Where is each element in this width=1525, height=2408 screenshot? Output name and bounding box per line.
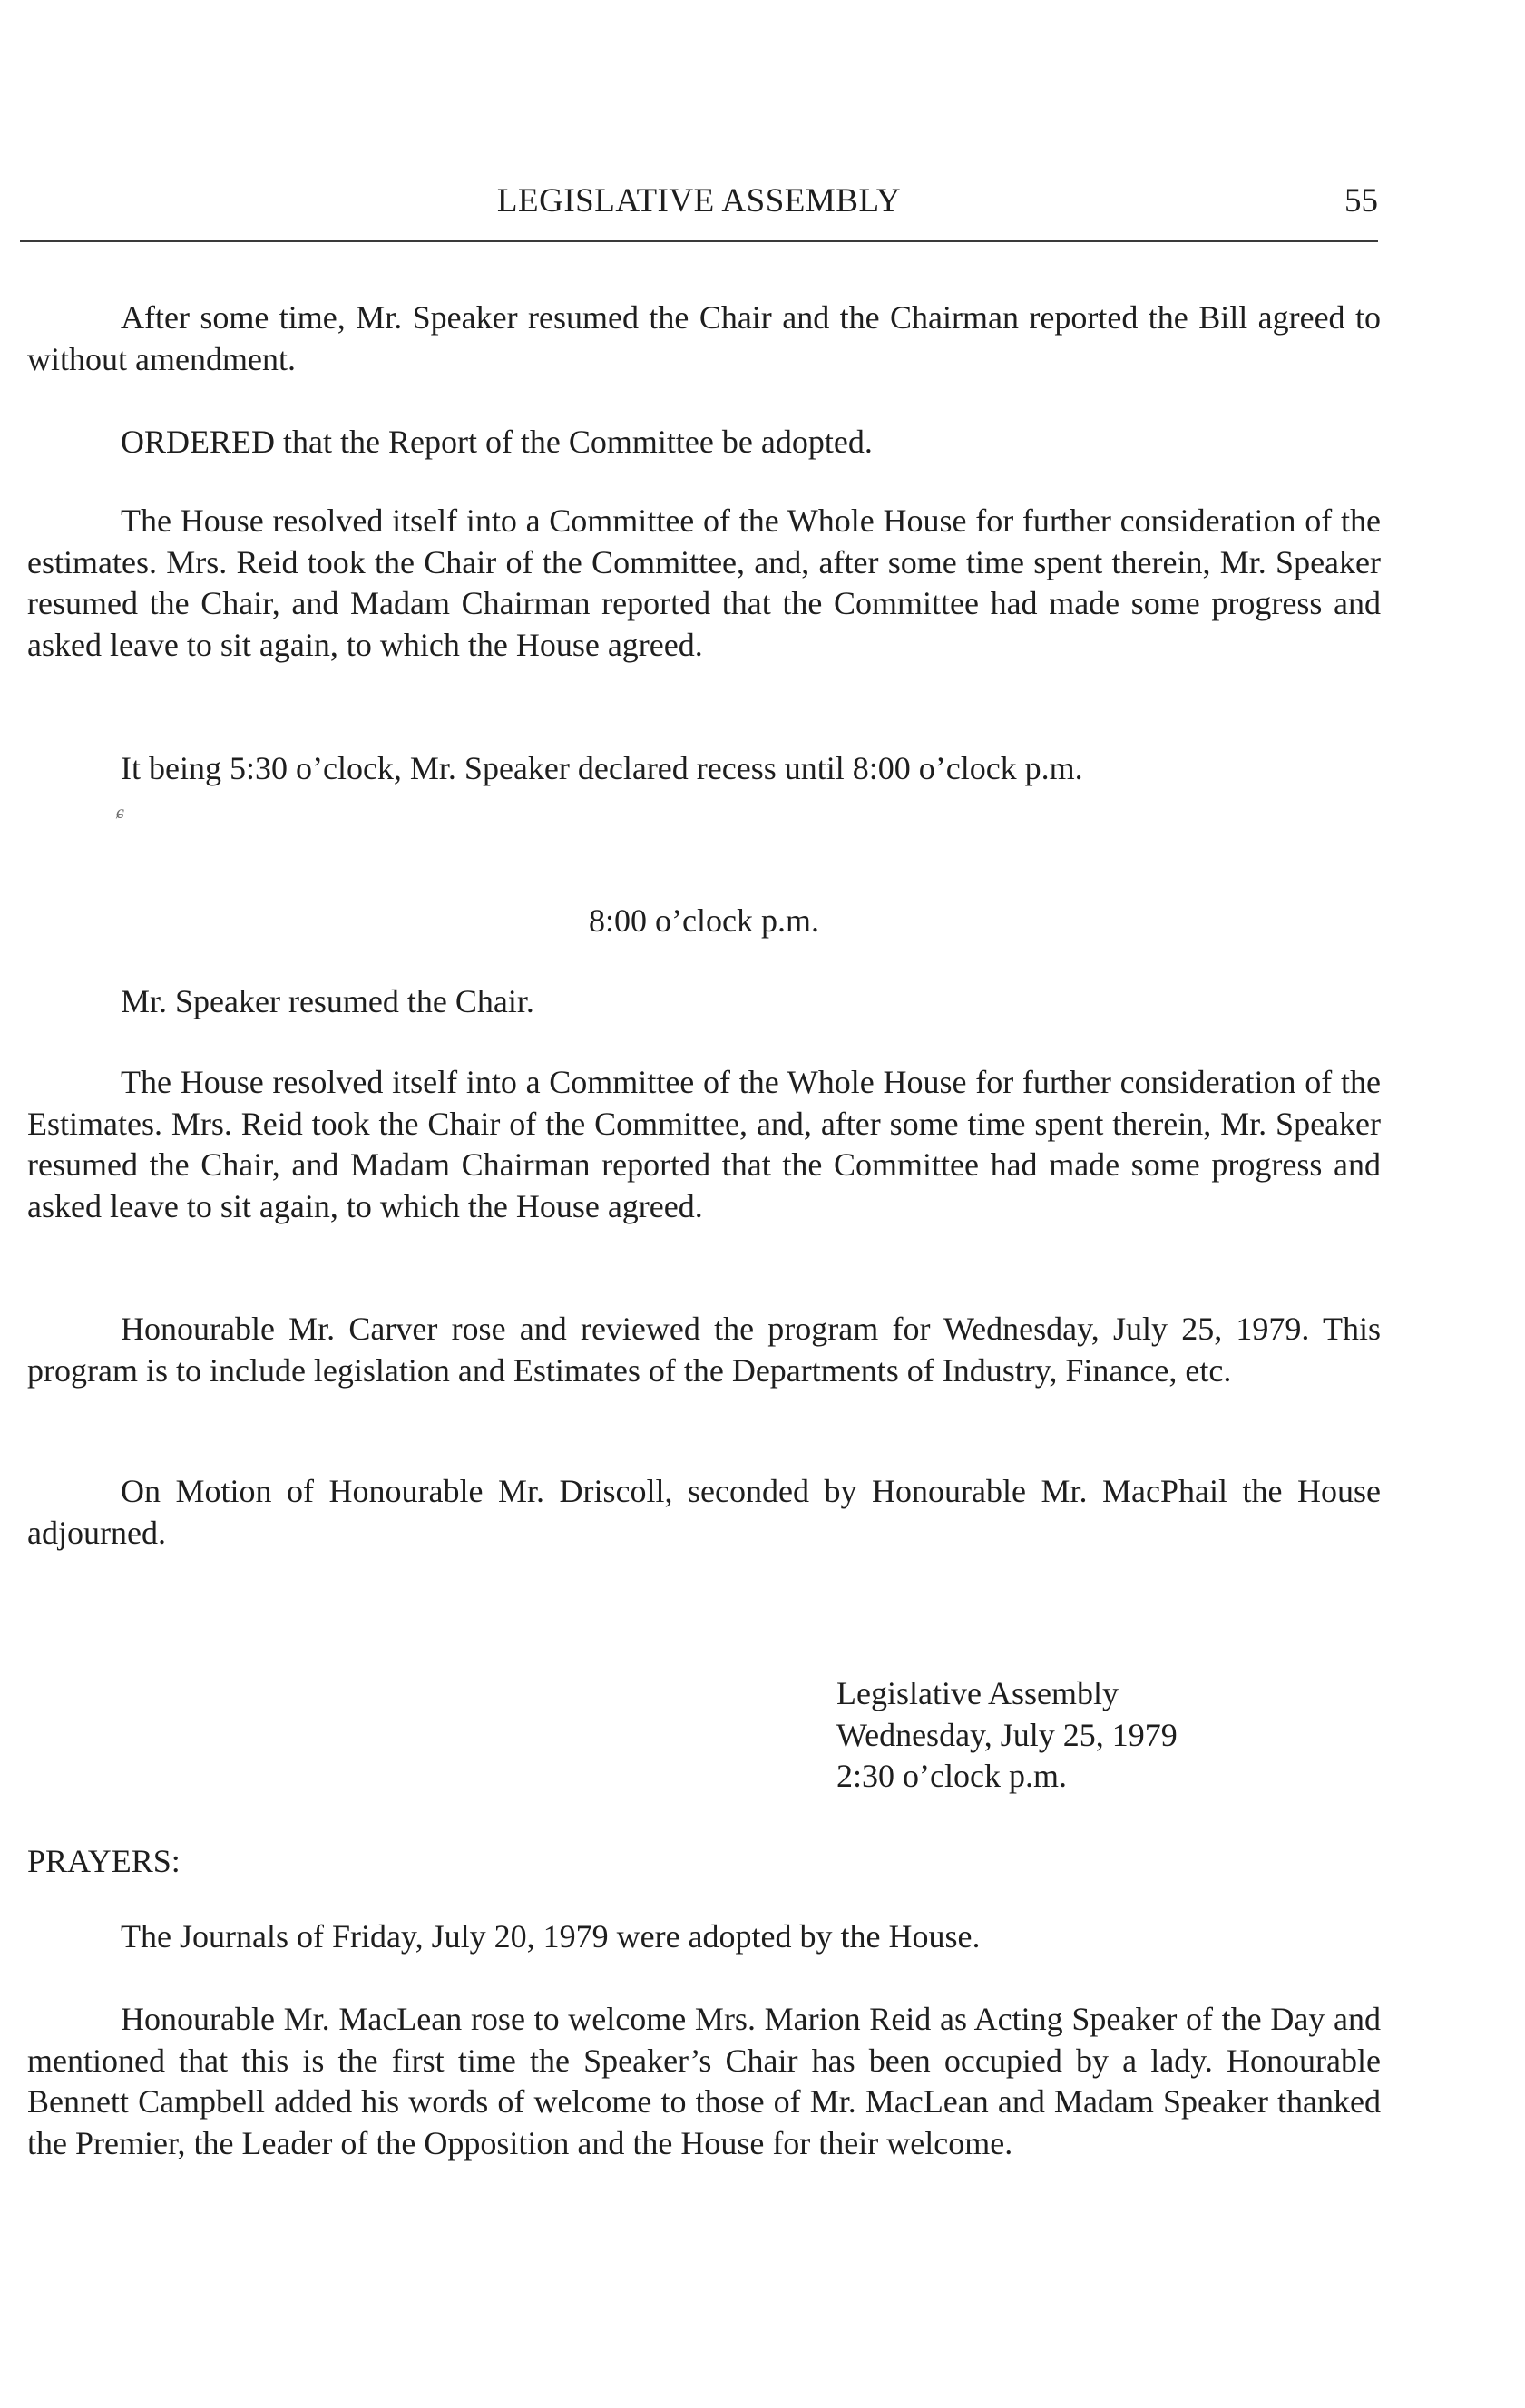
dateline-date: Wednesday, July 25, 1979 <box>836 1716 1178 1753</box>
paragraph-welcome: Honourable Mr. MacLean rose to welcome Mrs. Marion Reid as Acting Speaker of the Day and mentioned that this is the first time the Speaker’s Chair has been occupied by a lady. Honourable Bennett Campbell added his words of welcome to those of Mr. MacLean and Madam Speaker thanked the Premier, the Leader of the Opposition and the House for their welcome. <box>27 2001 1381 2161</box>
time-heading: 8:00 o’clock p.m. <box>589 902 819 939</box>
prayers-heading: PRAYERS: <box>27 1843 181 1879</box>
paragraph-adjourned: On Motion of Honourable Mr. Driscoll, seconded by Honourable Mr. MacPhail the House adjourned. <box>27 1473 1381 1551</box>
page-number: 55 <box>1344 182 1378 219</box>
paragraph-committee-estimates-evening: The House resolved itself into a Committee of the Whole House for further consideration of the Estimates. Mrs. Reid took the Chair of the Committee, and, after some time spent therein, Mr. Speaker resumed the Chair, and Madam Chairman reported that the Committee had made some progress and asked leave to sit again, to which the House agreed. <box>27 1064 1381 1224</box>
paragraph-ordered: ORDERED that the Report of the Committee be adopted. <box>121 424 873 460</box>
paragraph-program-review: Honourable Mr. Carver rose and reviewed the program for Wednesday, July 25, 1979. This program is to include legislation and Estimates of the Departments of Industry, Finance, etc. <box>27 1311 1381 1389</box>
paragraph-recess: It being 5:30 o’clock, Mr. Speaker declared recess until 8:00 o’clock p.m. <box>121 750 1083 786</box>
page-header <box>20 181 1378 236</box>
sitting-dateline <box>836 1673 1178 1798</box>
paragraph-speaker-resumed: After some time, Mr. Speaker resumed the Chair and the Chairman reported the Bill agreed to without amendment. <box>27 299 1381 377</box>
header-rule <box>20 240 1378 242</box>
dateline-time: 2:30 o’clock p.m. <box>836 1758 1067 1794</box>
stray-mark: ɕ <box>116 803 124 823</box>
paragraph-journals-adopted: The Journals of Friday, July 20, 1979 were adopted by the House. <box>121 1918 981 1955</box>
paragraph-committee-estimates: The House resolved itself into a Committee of the Whole House for further consideration of the estimates. Mrs. Reid took the Chair of the Committee, and, after some time spent therein, Mr. Speaker resumed the Chair, and Madam Chairman reported that the Committee had made some progress and asked leave to sit again, to which the House agreed. <box>27 502 1381 663</box>
paragraph-speaker-chair: Mr. Speaker resumed the Chair. <box>121 983 534 1019</box>
dateline-assembly: Legislative Assembly <box>836 1675 1119 1711</box>
header-title: LEGISLATIVE ASSEMBLY <box>496 182 902 219</box>
